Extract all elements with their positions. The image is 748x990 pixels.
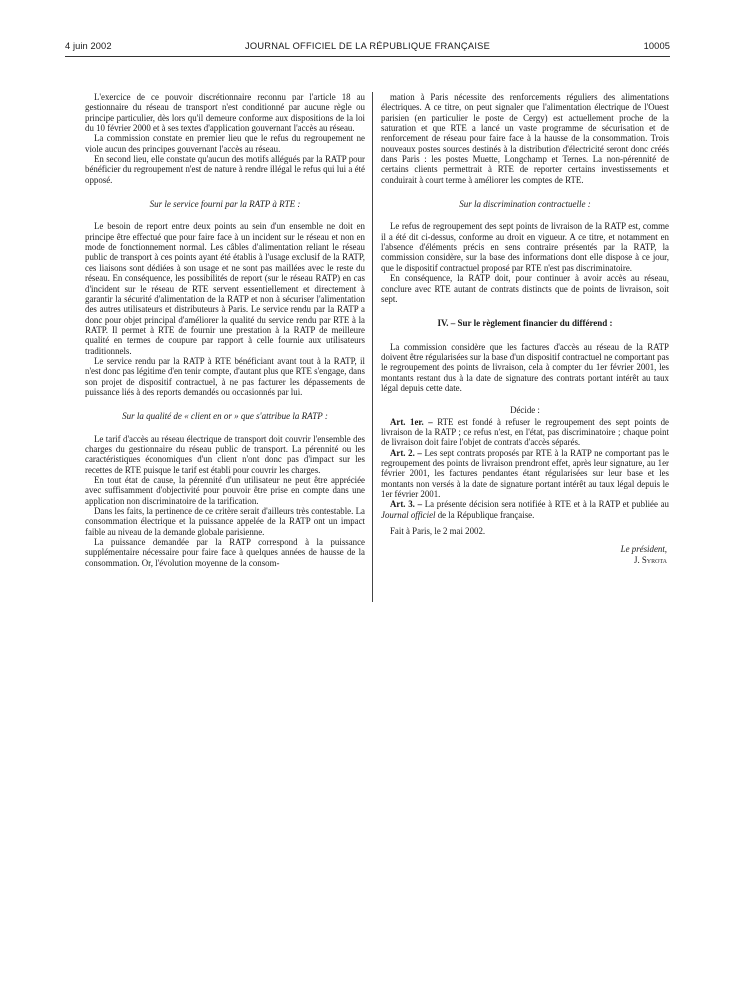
- article-label: Art. 3. –: [390, 499, 423, 510]
- paragraph: Le refus de regroupement des sept points de livraison de la RATP est, comme il a été dit ci-dessus, conforme au droit en vigueur. A ce titre, et notamment en l'absence d'éléments précis en sens contraire présentés par la RATP, la commission considère, sur la base des informations dont elle dispose à ce jour, que le dispositif contractuel proposé par RTE n'est pas discriminatoire.: [381, 221, 669, 273]
- paragraph: La puissance demandée par la RATP correspond à la puissance supplémentaire nécessaire pour faire face à quelques années de hausse de la consommation. Or, l'évolution moyenne de la consom-: [85, 537, 365, 568]
- page-number: 10005: [643, 41, 670, 51]
- paragraph: L'exercice de ce pouvoir discrétionnaire reconnu par l'article 18 au gestionnaire du réseau de transport n'est conditionné par aucune règle ou principe particulier, dès lors qu'il demeure conforme aux dispositions de la loi du 10 février 2000 et à ses textes d'application gouvernant l'accès au réseau.: [85, 92, 365, 134]
- paragraph: Le service rendu par la RATP à RTE bénéficiant avant tout à la RATP, il n'est donc pas légitime d'en tenir compte, d'autant plus que RTE s'engage, dans son projet de dispositif contractuel, à ne pas facturer les dépassements de puissance liés à des reports demandés ou occasionnés par lui.: [85, 355, 365, 397]
- article-2: [381, 448, 669, 500]
- section-heading: Sur la discrimination contractuelle :: [459, 199, 591, 210]
- section-heading-financial: IV. – Sur le règlement financier du différend :: [437, 318, 613, 329]
- right-column: [381, 92, 669, 565]
- paragraph: mation à Paris nécessite des renforcements réguliers des alimentations électriques. A ce titre, on peut signaler que l'alimentation électrique de l'Ouest parisien (en particulier le poste de Cergy) est actuellement proche de la saturation et que RTE a lancé un vaste programme de sécurisation et de renforcement de réseau pour faire face à la hausse de la consommation. Trois nouveaux postes sources destinés à la distribution d'électricité seront donc créés dans Paris : les postes Muette, Longchamp et Ternes. La non-pérennité de certains clients permettrait à RTE de reporter certains investissements et conduirait à court terme à améliorer les comptes de RTE.: [381, 92, 669, 185]
- left-column: [85, 92, 365, 568]
- signature-title: Le président,: [620, 544, 667, 555]
- page-header: [65, 41, 670, 55]
- journal-title: JOURNAL OFFICIEL DE LA RÉPUBLIQUE FRANÇAISE: [244, 41, 491, 51]
- paragraph: Dans les faits, la pertinence de ce critère serait d'ailleurs très contestable. La consommation électrique et la puissance appelée de la RATP ont un impact faible au niveau de la demande globale parisienne.: [85, 506, 365, 537]
- paragraph: Le besoin de report entre deux points au sein d'un ensemble ne doit en principe être effectué que pour faire face à un incident sur le réseau et non en mode de fonctionnement normal. Les câbles d'alimentation reliant le réseau public de transport à ces points ayant été établis à l'usage exclusif de la RATP, ces liaisons sont dédiées à son usage et ne sont pas maillées avec le reste du réseau. En conséquence, les possibilités de report (sur le réseau RATP) en cas d'incident sur le réseau de RTE servent essentiellement et directement à garantir la sécurité d'alimentation de la RATP et non à sécuriser l'alimentation des autres utilisateurs et distributeurs à Paris. Le service rendu par la RATP a donc pour objet principal d'améliorer la qualité du service rendu par RTE à la RATP. Il permet à RTE de fournir une prestation à la RATP de meilleure qualité en termes de coupure par rapport à celle fournie aux utilisateurs traditionnels.: [85, 221, 365, 356]
- header-rule: [65, 56, 670, 57]
- article-label: Art. 1er. –: [390, 416, 433, 427]
- article-text: Les sept contrats proposés par RTE à la RATP ne comportant pas le regroupement des points de livraison prendront effet, après leur signature, au 1er février 2001, les factures pendantes étant régularisées sur leur base et les montants non versés à la date de signature portant intérêt au taux légal depuis le 1er février 2001.: [381, 447, 669, 499]
- paragraph: En conséquence, la RATP doit, pour continuer à avoir accès au réseau, conclure avec RTE autant de contrats distincts que de points de livraison, soit sept.: [381, 273, 669, 304]
- issue-date: 4 juin 2002: [65, 41, 112, 51]
- journal-reference: Journal officiel: [381, 509, 436, 520]
- decision-heading: Décide :: [510, 405, 540, 416]
- paragraph: En second lieu, elle constate qu'aucun des motifs allégués par la RATP pour bénéficier du regroupement n'est de nature à rendre illégal le refus qui lui a été opposé.: [85, 154, 365, 185]
- paragraph: La commission considère que les factures d'accès au réseau de la RATP doivent être régularisées sur la base d'un dispositif contractuel ne comportant pas le regroupement des points de livraison, cela à compter du 1er février 2001, les montants restant dus à la date de signature des contrats portant intérêt au taux légal depuis cette date.: [381, 341, 669, 393]
- paragraph: La commission constate en premier lieu que le refus du regroupement ne viole aucun des principes gouvernant l'accès au réseau.: [85, 133, 365, 154]
- section-heading: Sur le service fourni par la RATP à RTE :: [149, 199, 301, 210]
- article-1: [381, 417, 669, 448]
- article-text: RTE est fondé à refuser le regroupement des sept points de livraison de la RATP ; ce refus n'est, en l'état, pas discriminatoire ; chaque point de livraison doit faire l'objet de contrats d'accès séparés.: [381, 416, 669, 448]
- article-text: de la République française.: [435, 509, 535, 520]
- column-divider: [372, 92, 373, 602]
- section-heading: Sur la qualité de « client en or » que s'attribue la RATP :: [122, 411, 328, 422]
- place-date: Fait à Paris, le 2 mai 2002.: [390, 526, 486, 537]
- article-3: [381, 499, 669, 520]
- article-label: Art. 2. –: [390, 447, 422, 458]
- paragraph: Le tarif d'accès au réseau électrique de transport doit couvrir l'ensemble des charges du gestionnaire du réseau public de transport. La pérennité ou les caractéristiques économiques d'un client n'ont donc pas d'impact sur les recettes de RTE puisque le tarif est établi pour couvrir les charges.: [85, 433, 365, 475]
- article-text: La présente décision sera notifiée à RTE et à la RATP et publiée au: [422, 499, 669, 510]
- paragraph: En tout état de cause, la pérennité d'un utilisateur ne peut être appréciée avec suffisamment d'objectivité pour pouvoir être prise en compte dans une application non discriminatoire de la tarification.: [85, 475, 365, 506]
- signature-name: J. Syrota: [633, 554, 667, 565]
